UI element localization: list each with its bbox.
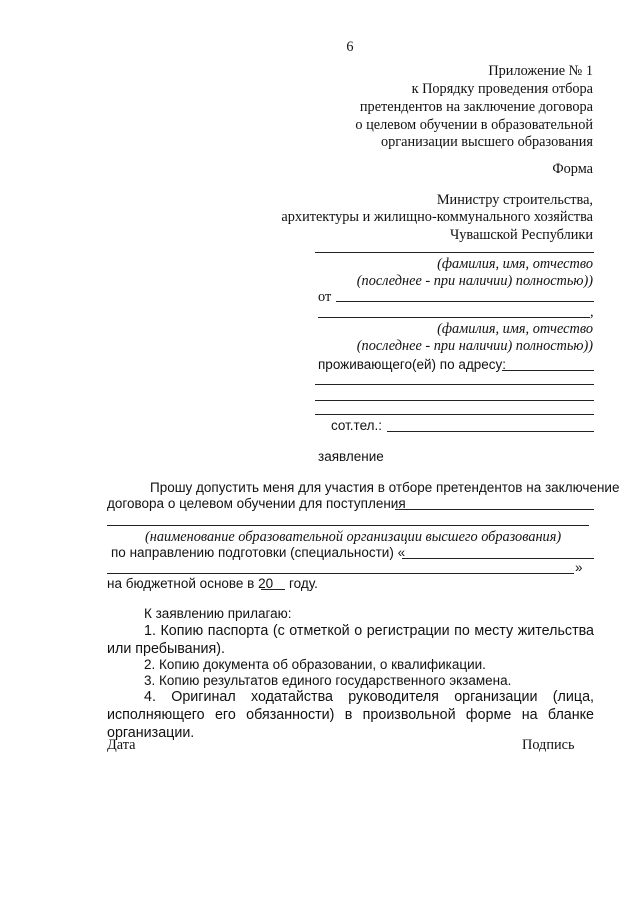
form-label: Форма: [552, 161, 593, 177]
document-title: заявление: [318, 449, 384, 464]
fio-hint-2-line-2: (последнее - при наличии) полностью)): [356, 338, 593, 354]
page-number: 6: [346, 39, 354, 55]
budget-suffix: году.: [289, 576, 318, 591]
attachment-item-4: 4. Оригинал ходатайства руководителя организации (лица, исполняющего его обязанности) в произвольной форме на бланке организации.: [107, 689, 594, 741]
body-para1-line1: Прошу допустить меня для участия в отборе претендентов на заключение: [150, 480, 620, 495]
from-blank-line[interactable]: [336, 301, 594, 302]
addressee-line-3: Чувашской Республики: [449, 227, 593, 243]
appendix-line-2: к Порядку проведения отбора: [411, 81, 593, 97]
budget-year-blank[interactable]: [261, 589, 285, 590]
attachment-item-2: 2. Копию документа об образовании, о квалификации.: [144, 657, 486, 672]
direction-blank-line-2[interactable]: [107, 573, 574, 574]
direction-label: по направлению подготовки (специальности) «: [111, 545, 406, 560]
address-blank-line-1[interactable]: [502, 370, 594, 371]
appendix-line-5: организации высшего образования: [380, 134, 593, 150]
appendix-line-3: претендентов на заключение договора: [359, 99, 593, 115]
org-blank-line-2[interactable]: [107, 525, 589, 526]
addressee-line-2: архитектуры и жилищно-коммунального хозяйства: [281, 209, 593, 225]
phone-blank-line[interactable]: [387, 431, 594, 432]
fio-hint-1-line-2: (последнее - при наличии) полностью)): [356, 273, 593, 289]
org-hint: (наименование образовательной организации высшего образования): [145, 529, 562, 545]
fio-hint-1-line-1: (фамилия, имя, отчество: [437, 256, 593, 272]
attachment-item-3: 3. Копию результатов единого государственного экзамена.: [144, 673, 512, 688]
address-label: проживающего(ей) по адресу:: [318, 357, 507, 372]
direction-close-quote: »: [575, 560, 583, 575]
attachment-item-1: 1. Копию паспорта (с отметкой о регистрации по месту жительства или пребывания).: [107, 623, 594, 657]
fio-hint-2-line-1: (фамилия, имя, отчество: [437, 321, 593, 337]
body-para1-line2: договора о целевом обучении для поступления: [107, 496, 406, 511]
direction-blank-line-1[interactable]: [402, 558, 594, 559]
appendix-line-4: о целевом обучении в образовательной: [355, 117, 593, 133]
phone-label: сот.тел.:: [331, 418, 383, 433]
appendix-line-1: Приложение № 1: [488, 63, 593, 79]
budget-prefix: на бюджетной основе в 20: [107, 576, 274, 591]
org-blank-line-1[interactable]: [395, 509, 594, 510]
from-label: от: [318, 289, 332, 305]
addressee-line-1: Министру строительства,: [436, 192, 593, 208]
address-blank-line-3[interactable]: [315, 400, 594, 401]
address-blank-line-4[interactable]: [315, 414, 594, 415]
signature-label: Подпись: [522, 737, 575, 753]
from-second-blank-line[interactable]: [318, 317, 590, 318]
attachments-heading: К заявлению прилагаю:: [144, 606, 292, 621]
address-blank-line-2[interactable]: [315, 384, 594, 385]
from-comma: ,: [590, 304, 594, 320]
date-label: Дата: [107, 737, 136, 753]
name-blank-line[interactable]: [315, 252, 594, 253]
